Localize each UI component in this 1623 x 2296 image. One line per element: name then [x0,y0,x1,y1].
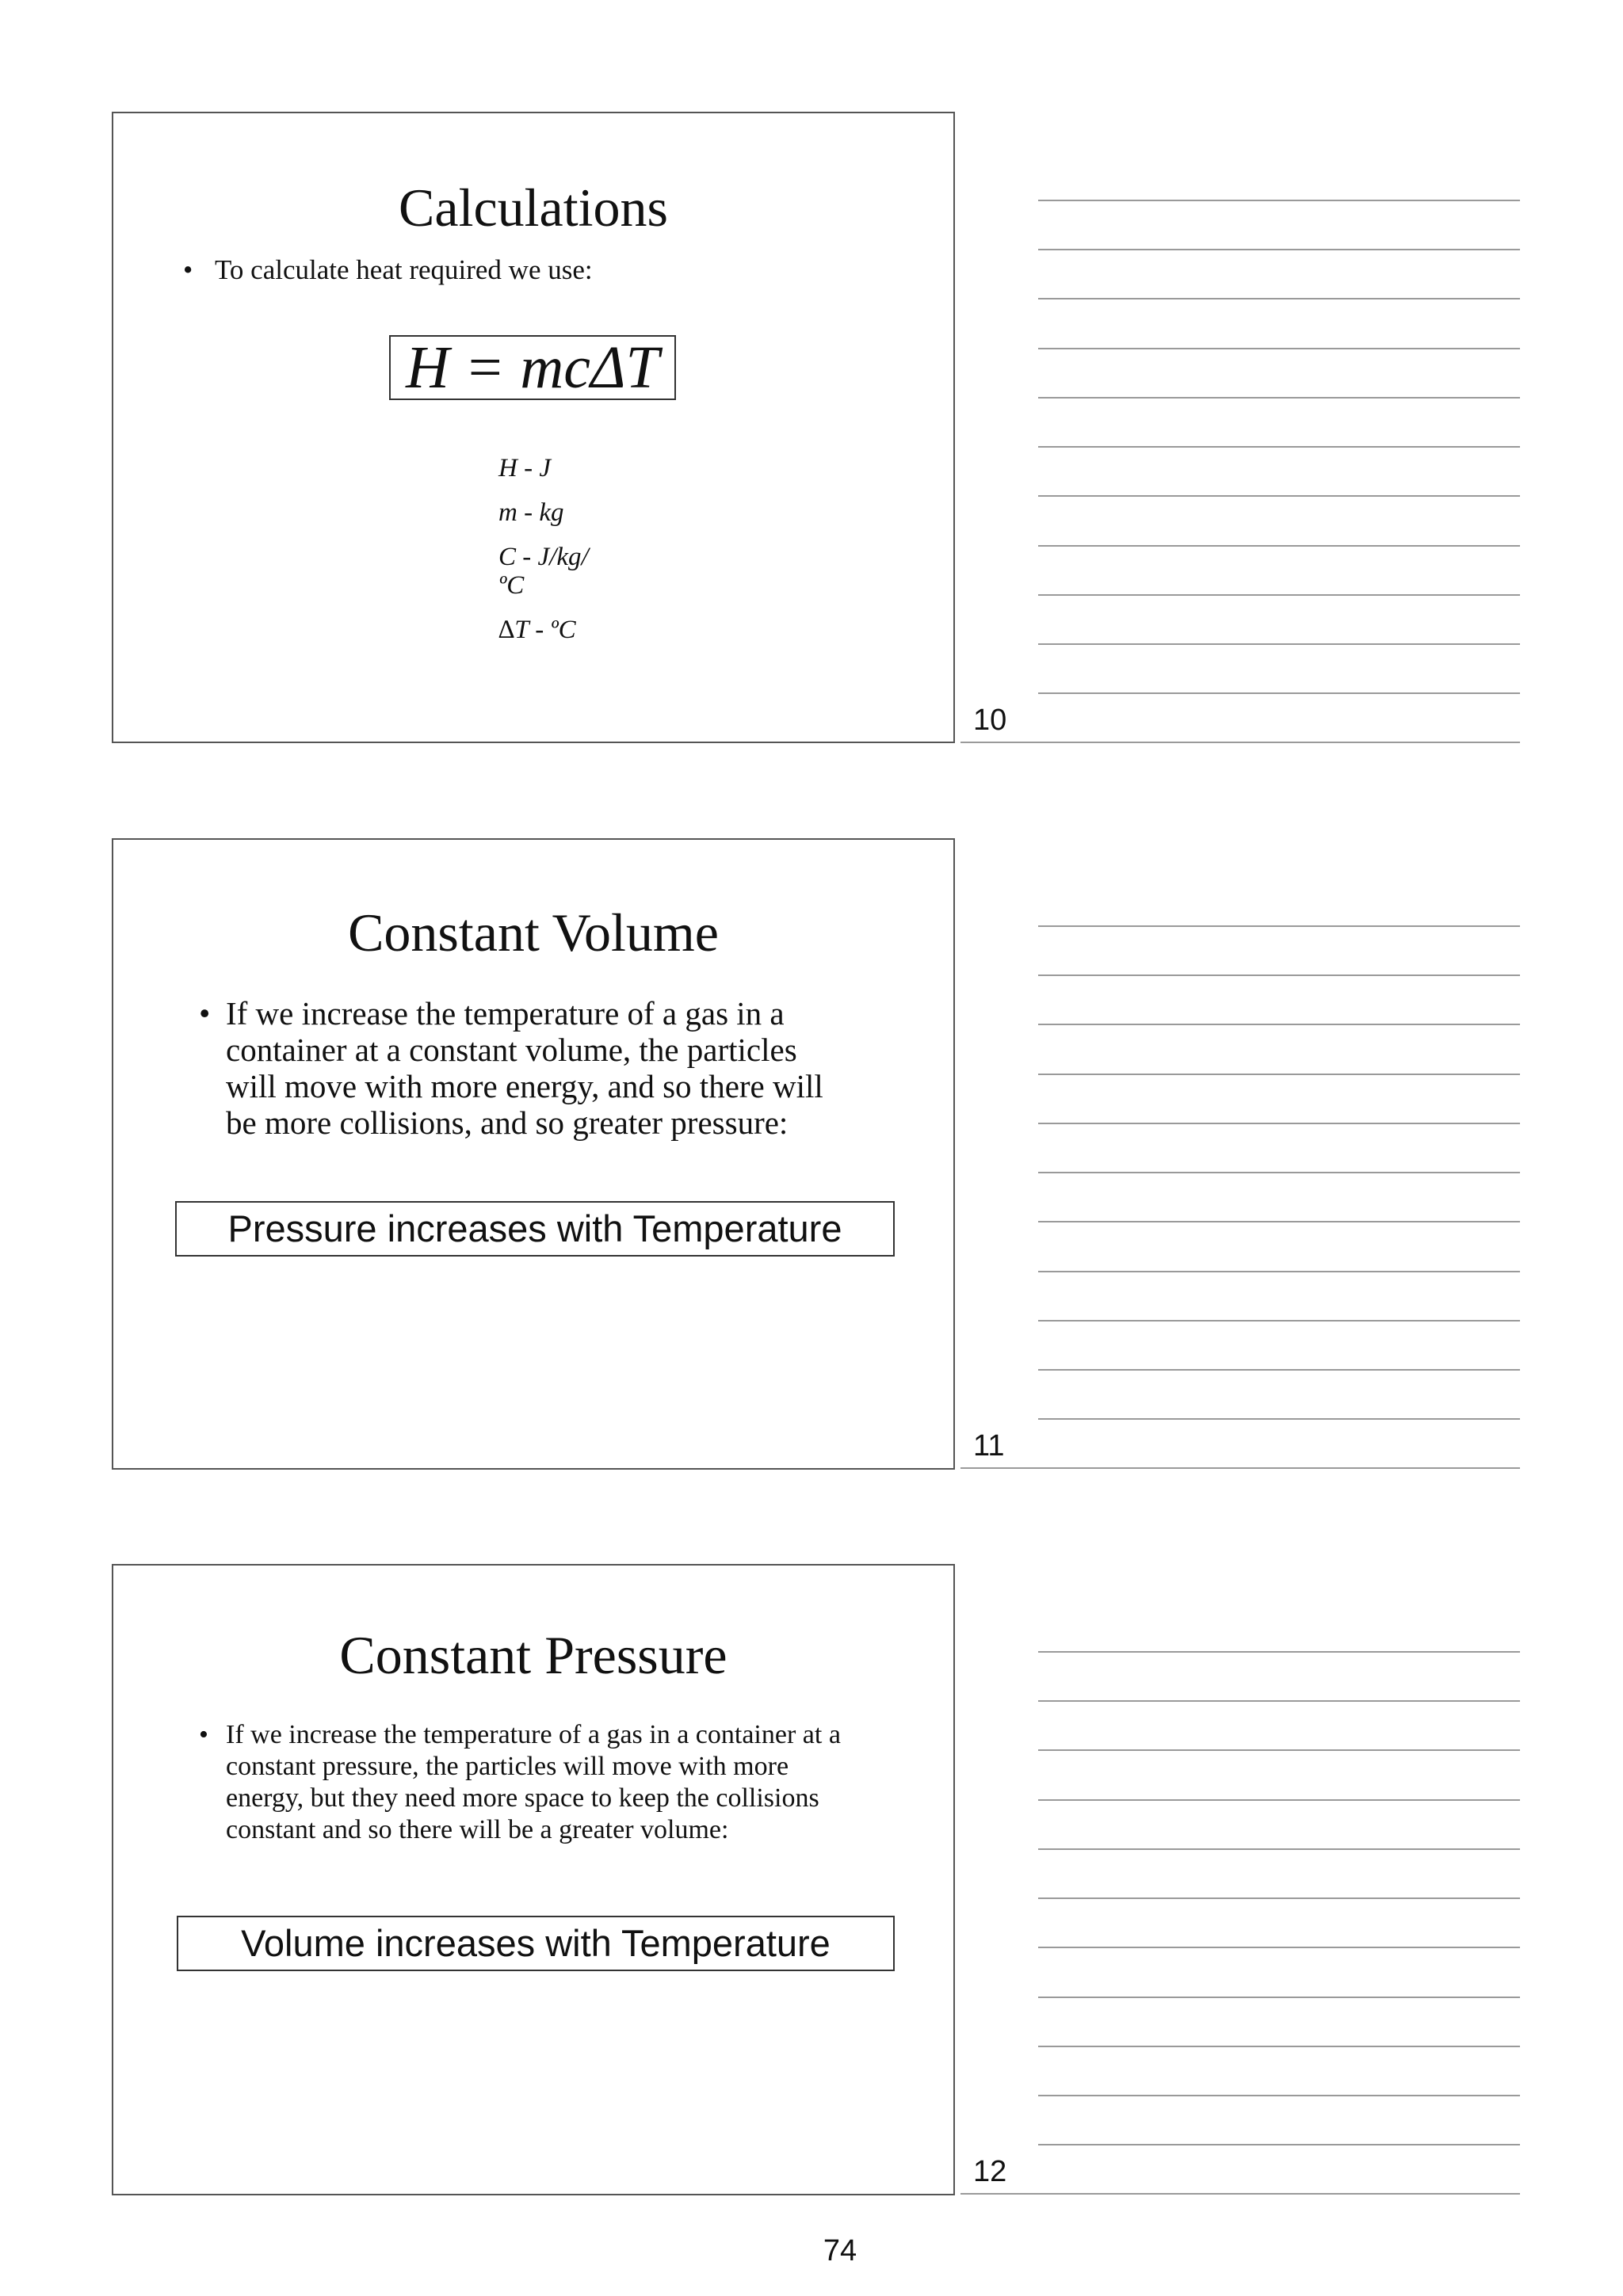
note-line [1038,2144,1520,2145]
note-line [1038,495,1520,497]
formula-box: H = mcΔT [389,335,676,400]
note-line [1038,1700,1520,1702]
slide-number: 11 [973,1429,1005,1463]
note-line [1038,348,1520,349]
bullet-icon: • [199,1720,208,1749]
callout-box: Volume increases with Temperature [177,1916,895,1971]
note-line [1038,249,1520,250]
note-line [1038,1172,1520,1173]
callout-box: Pressure increases with Temperature [175,1201,895,1257]
note-line [1038,1271,1520,1272]
note-line [1038,692,1520,694]
note-line [1038,446,1520,448]
note-line [1038,925,1520,927]
unit-item: C - J/kg/ ºC [498,543,589,600]
note-line [1038,1221,1520,1222]
note-line [1038,200,1520,201]
slide-number: 10 [973,704,1007,737]
note-line [1038,2095,1520,2096]
note-line [1038,1749,1520,1751]
note-line [1038,1651,1520,1653]
note-line [1038,545,1520,547]
note-line [1038,1897,1520,1899]
bullet-text: If we increase the temperature of a gas in a container at a constant pressure, the particles will move with more energy, but they need more space to keep the collisions constant and so there will be a greater volume: [226,1720,841,1844]
note-baseline [960,2193,1520,2195]
slide-title: Constant Pressure [339,1625,727,1685]
note-line [1038,298,1520,299]
note-line [1038,643,1520,645]
bullet-text: To calculate heat required we use: [215,254,593,285]
note-line [1038,397,1520,399]
slide-12 [112,1564,955,2195]
note-line [1038,1024,1520,1025]
unit-item: m - kg [498,498,564,527]
unit-item: ∆T - ºC [498,616,576,644]
bullet-icon: • [199,995,211,1032]
page-number: 74 [823,2234,857,2267]
slide-number: 12 [973,2155,1007,2188]
slide-title: Constant Volume [348,902,719,963]
note-line [1038,2046,1520,2047]
note-line [1038,1074,1520,1075]
slide-title: Calculations [399,177,668,238]
note-line [1038,594,1520,596]
unit-list [498,454,625,660]
note-line [1038,1947,1520,1948]
unit-item: H - J [498,454,551,482]
note-baseline [960,742,1520,743]
note-line [1038,1320,1520,1322]
note-line [1038,1369,1520,1371]
note-line [1038,1799,1520,1801]
note-line [1038,1997,1520,1998]
note-line [1038,1418,1520,1420]
bullet-item [183,254,896,286]
note-baseline [960,1467,1520,1469]
slide-10 [112,112,955,743]
bullet-icon: • [183,254,193,285]
note-line [1038,1848,1520,1850]
bullet-item [199,1719,873,1846]
note-line [1038,974,1520,976]
bullet-text: If we increase the temperature of a gas in a container at a constant volume, the particles will move with more energy, and so there will be more collisions, and so greater pressure: [226,995,823,1141]
slide-11 [112,838,955,1470]
bullet-item [199,995,849,1141]
note-line [1038,1123,1520,1124]
